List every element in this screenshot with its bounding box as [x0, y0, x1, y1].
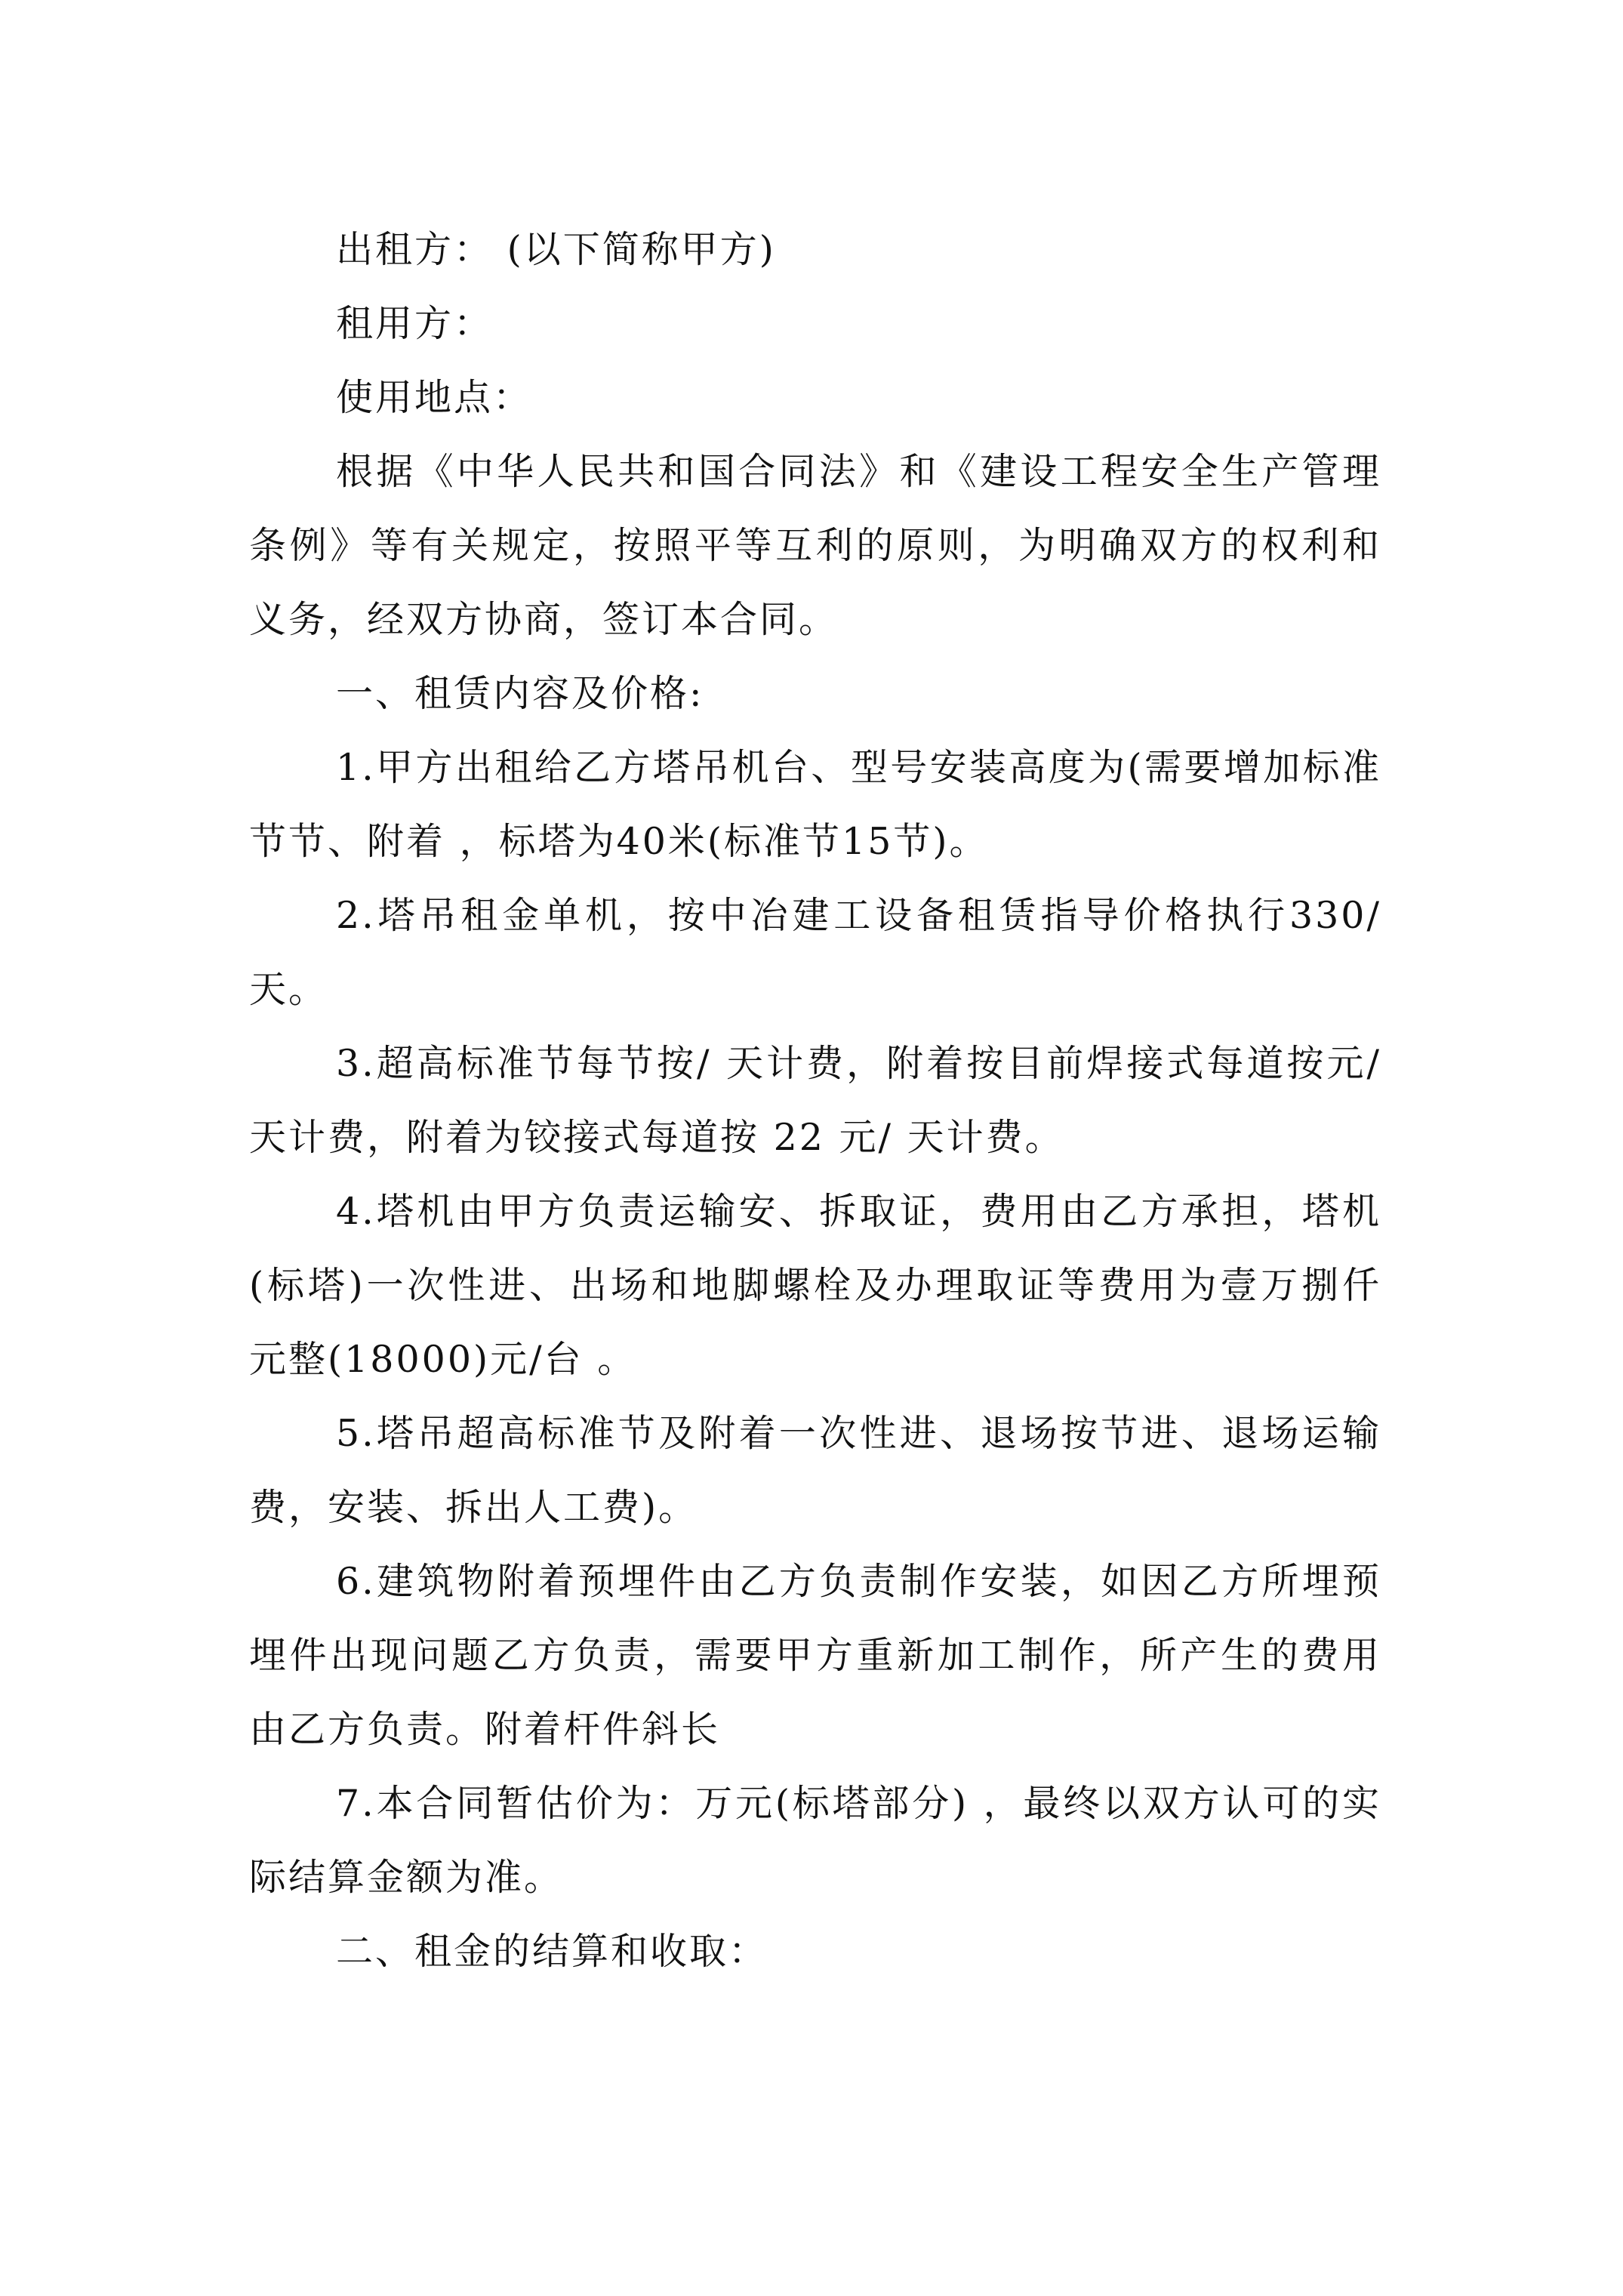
lessor-line: 出租方： (以下简称甲方): [336, 228, 776, 271]
clause-4: 4.塔机由甲方负责运输安、拆取证，费用由乙方承担，塔机(标塔)一次性进、出场和地脚螺栓及办理取证等费用为壹万捌仟元整(18000)元/台 。: [249, 1190, 1381, 1381]
section-heading-settlement: 二、租金的结算和收取：: [336, 1930, 768, 1973]
section-heading-lease-content: 一、租赁内容及价格:: [336, 672, 704, 715]
preamble-paragraph: 根据《中华人民共和国合同法》和《建设工程安全生产管理条例》等有关规定，按照平等互利的原则，为明确双方的权利和义务，经双方协商，签订本合同。: [249, 450, 1381, 641]
clause-6: 6.建筑物附着预埋件由乙方负责制作安装，如因乙方所埋预埋件出现问题乙方负责，需要甲方重新加工制作，所产生的费用由乙方负责。附着杆件斜长: [249, 1560, 1381, 1751]
clause-2: 2.塔吊租金单机，按中冶建工设备租赁指导价格执行330/天。: [249, 894, 1381, 1011]
clause-7: 7.本合同暂估价为：万元(标塔部分) ，最终以双方认可的实际结算金额为准。: [249, 1782, 1381, 1899]
clause-5: 5.塔吊超高标准节及附着一次性进、退场按节进、退场运输费，安装、拆出人工费)。: [249, 1412, 1381, 1529]
clause-3: 3.超高标准节每节按/ 天计费，附着按目前焊接式每道按元/天计费，附着为铰接式每道按 22 元/ 天计费。: [249, 1042, 1381, 1159]
document-body: [249, 213, 1381, 1989]
clause-1: 1.甲方出租给乙方塔吊机台、型号安装高度为(需要增加标准节节、附着 ，标塔为40米(标准节15节)。: [249, 746, 1381, 863]
lessee-line: 租用方：: [336, 302, 494, 345]
location-line: 使用地点：: [336, 376, 533, 419]
